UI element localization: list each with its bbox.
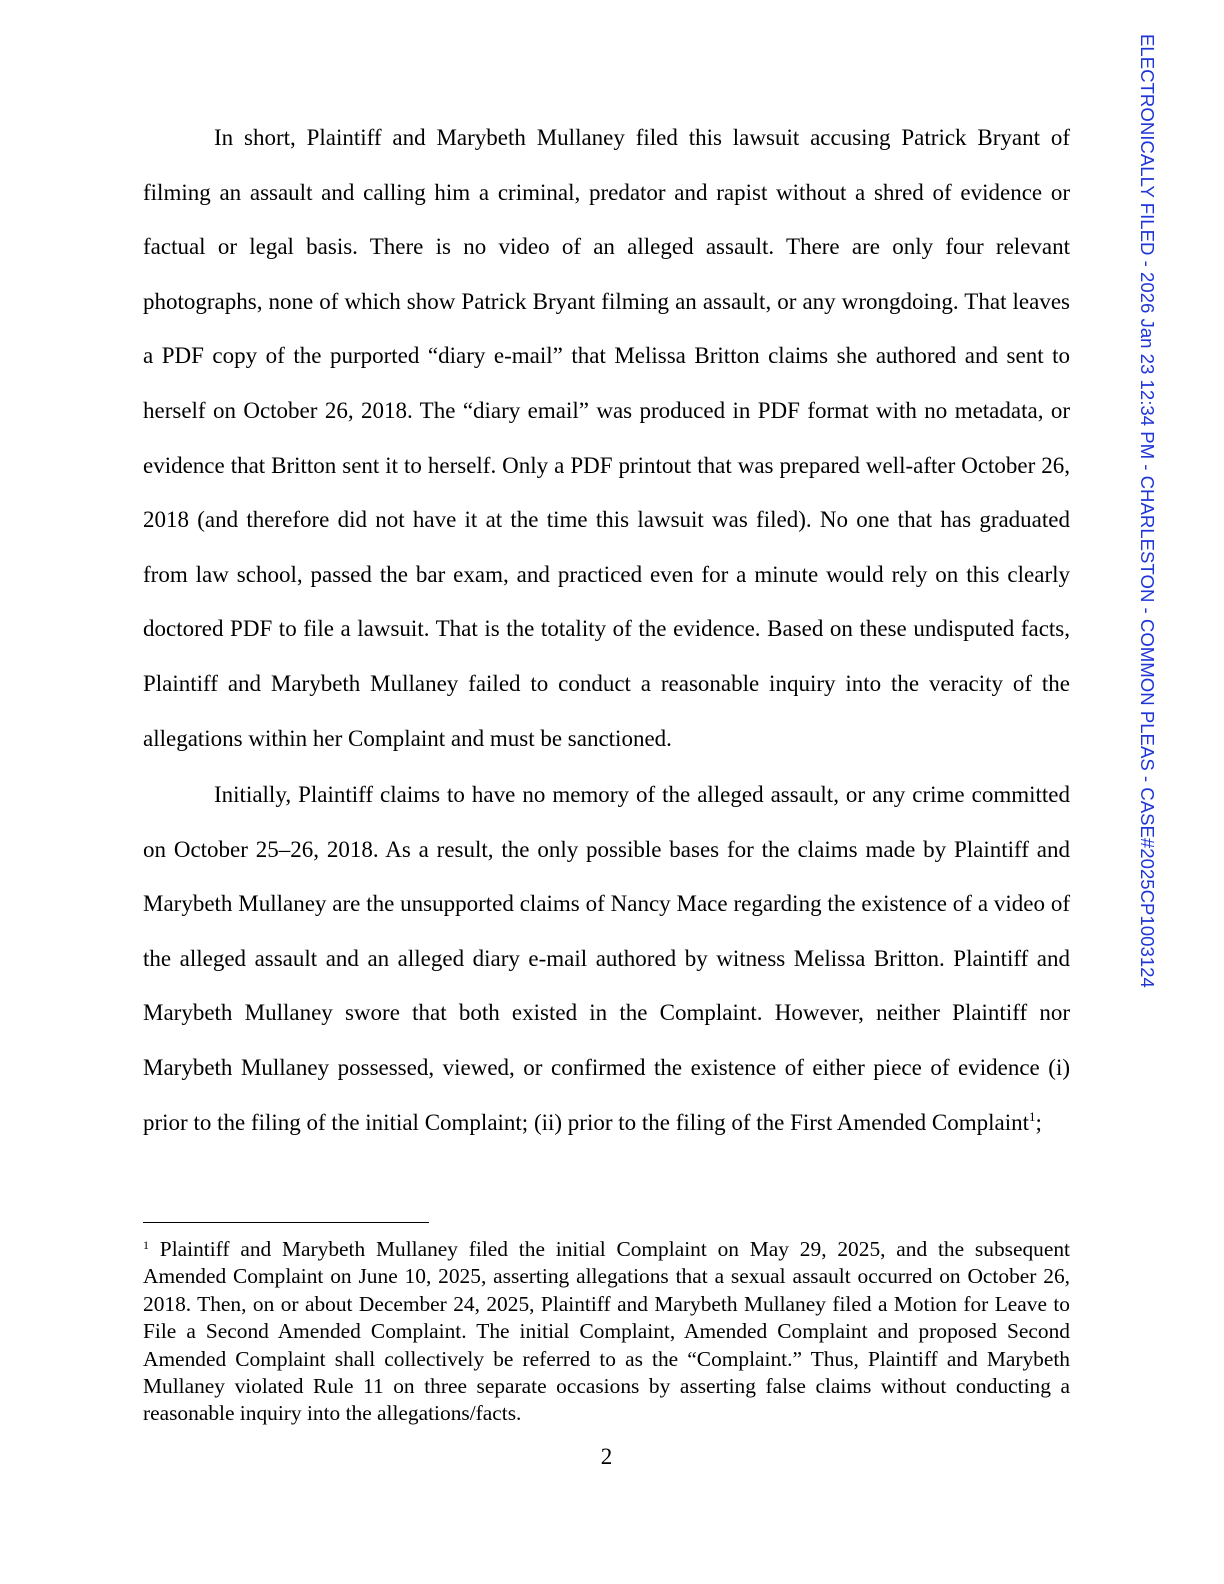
footnote-1 [143,1236,1070,1428]
paragraph-1-text: In short, Plaintiff and Marybeth Mullaney filed this lawsuit accusing Patrick Bryant of filming an assault and calling him a criminal, predator and rapist without a shred of evidence or factual or legal basis. There is no video of an alleged assault. There are only four relevant photographs, none of which show Patrick Bryant filming an assault, or any wrongdoing. That leaves a PDF copy of the purported “diary e-mail” that Melissa Britton claims she authored and sent to herself on October 26, 2018. The “diary email” was produced in PDF format with no metadata, or evidence that Britton sent it to herself. Only a PDF printout that was prepared well-after October 26, 2018 (and therefore did not have it at the time this lawsuit was filed). No one that has graduated from law school, passed the bar exam, and practiced even for a minute would rely on this clearly doctored PDF to file a lawsuit. That is the totality of the evidence. Based on these undisputed facts, Plaintiff and Marybeth Mullaney failed to conduct a reasonable inquiry into the veracity of the allegations within her Complaint and must be sanctioned. [143,125,1070,751]
paragraph-2-text: Initially, Plaintiff claims to have no memory of the alleged assault, or any crime committed on October 25–26, 2018. As a result, the only possible bases for the claims made by Plaintiff and Marybeth Mullaney are the unsupported claims of Nancy Mace regarding the existence of a video of the alleged assault and an alleged diary e-mail authored by witness Melissa Britton. Plaintiff and Marybeth Mullaney swore that both existed in the Complaint. However, neither Plaintiff nor Marybeth Mullaney possessed, viewed, or confirmed the existence of either piece of evidence (i) prior to the filing of the initial Complaint; (ii) prior to the filing of the First Amended Complaint [143,782,1070,1135]
body-paragraph-1 [143,111,1070,766]
document-page [143,0,1070,1584]
footnote-marker: 1 [143,1238,149,1252]
footnote-text: Plaintiff and Marybeth Mullaney filed the initial Complaint on May 29, 2025, and the subsequent Amended Complaint on June 10, 2025, asserting allegations that a sexual assault occurred on October 26, 2018. Then, on or about December 24, 2025, Plaintiff and Marybeth Mullaney filed a Motion for Leave to File a Second Amended Complaint. The initial Complaint, Amended Complaint and proposed Second Amended Complaint shall collectively be referred to as the “Complaint.” Thus, Plaintiff and Marybeth Mullaney violated Rule 11 on three separate occasions by asserting false claims without conducting a reasonable inquiry into the allegations/facts. [143,1237,1070,1426]
paragraph-2-tail: ; [1035,1109,1042,1135]
footnote-reference: 1 [1029,1108,1036,1124]
electronic-filing-stamp: ELECTRONICALLY FILED - 2026 Jan 23 12:34 PM - CHARLESTON - COMMON PLEAS - CASE#2025CP1003124 [1137,34,1158,988]
body-paragraph-2 [143,768,1070,1150]
page-number: 2 [600,1444,613,1469]
footnote-divider [143,1222,429,1223]
